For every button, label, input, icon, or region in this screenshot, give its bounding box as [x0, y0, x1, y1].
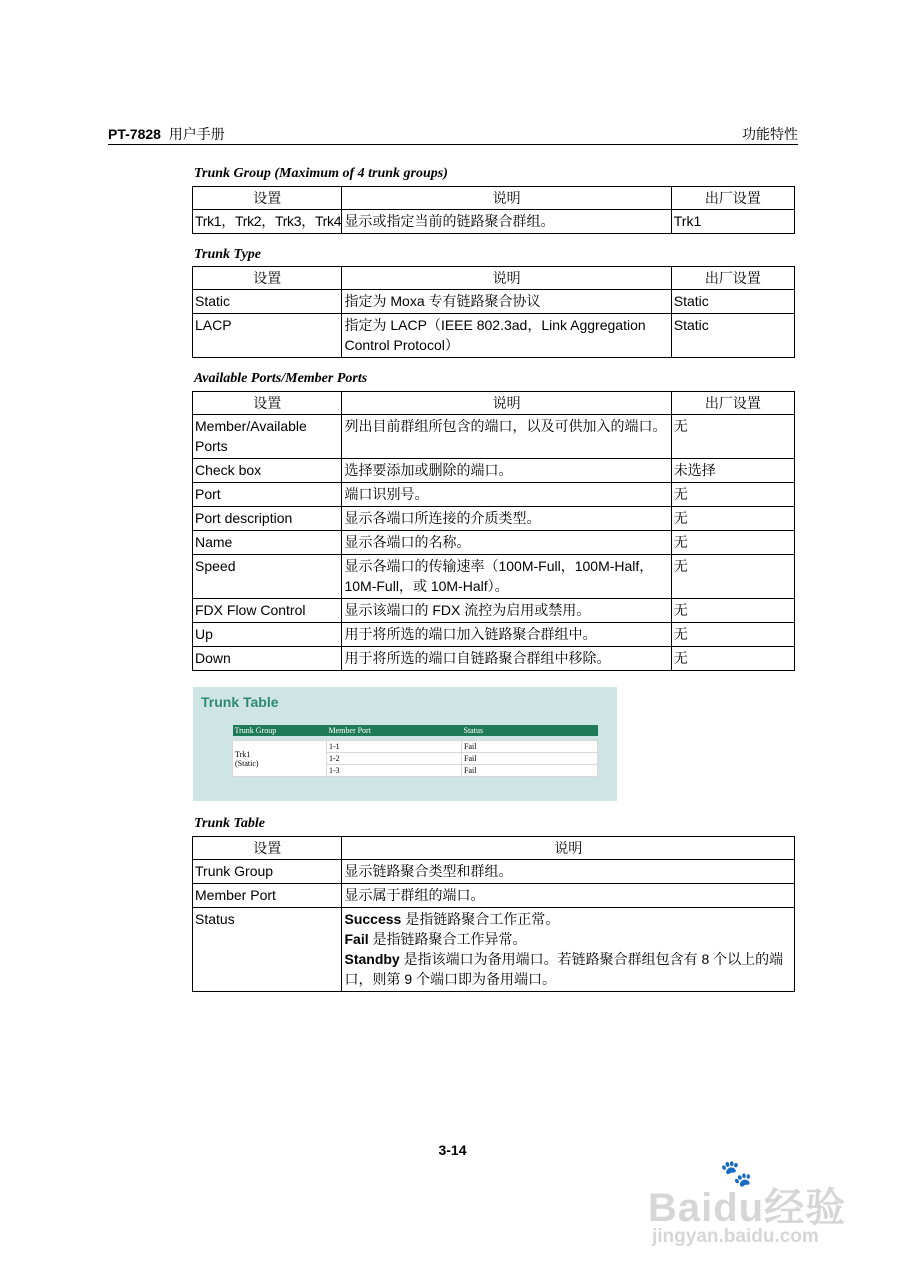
- col-description: 说明: [342, 187, 671, 210]
- member-port-cell: 1-1: [327, 741, 462, 753]
- setting-cell: Member Port: [193, 884, 342, 908]
- default-cell: 未选择: [671, 459, 794, 483]
- default-cell: 无: [671, 483, 794, 507]
- trunk-group-table: [192, 186, 795, 234]
- table-header-row: [193, 267, 795, 290]
- description-cell: 指定为 Moxa 专有链路聚合协议: [342, 290, 671, 314]
- standby-keyword: Standby: [344, 951, 400, 967]
- description-cell: 显示各端口所连接的介质类型。: [342, 507, 671, 531]
- default-cell: 无: [671, 599, 794, 623]
- screenshot-table: [232, 725, 598, 777]
- watermark-url: jingyan.baidu.com: [652, 1226, 819, 1247]
- status-cell: Fail: [462, 765, 598, 777]
- page-number: 3-14: [438, 1142, 467, 1158]
- member-port-cell: 1-2: [327, 753, 462, 765]
- standby-line: [344, 949, 793, 989]
- trunk-table-title: Trunk Table: [194, 816, 265, 831]
- col-default: 出厂设置: [671, 187, 794, 210]
- col-setting: 设置: [193, 392, 342, 415]
- col-setting: 设置: [193, 187, 342, 210]
- setting-cell: Trunk Group: [193, 860, 342, 884]
- standby-text: 是指该端口为备用端口。若链路聚合群组包含有 8 个以上的端口，则第 9 个端口即为备用端口。: [344, 951, 784, 987]
- description-cell: 用于将所选的端口自链路聚合群组中移除。: [342, 647, 671, 671]
- chapter-title: 功能特性: [742, 126, 798, 142]
- success-line: [344, 909, 793, 929]
- setting-cell: Name: [193, 531, 342, 555]
- col-description: 说明: [342, 392, 671, 415]
- setting-cell: Trk1，Trk2，Trk3，Trk4: [193, 210, 342, 234]
- screenshot-group-cell: [233, 741, 327, 777]
- group-type: (Static): [235, 758, 259, 768]
- description-cell: 显示各端口的名称。: [342, 531, 671, 555]
- trunk-group-title: Trunk Group (Maximum of 4 trunk groups): [194, 166, 448, 181]
- col-default: 出厂设置: [671, 267, 794, 290]
- description-cell: 显示各端口的传输速率（100M-Full，100M-Half，10M-Full，或 10M-Half）。: [342, 555, 671, 599]
- trunk-type-table: [192, 266, 795, 358]
- table-row: [193, 290, 795, 314]
- default-cell: 无: [671, 647, 794, 671]
- member-port-cell: 1-3: [327, 765, 462, 777]
- setting-cell: Port: [193, 483, 342, 507]
- description-cell: 指定为 LACP（IEEE 802.3ad，Link Aggregation Control Protocol）: [342, 314, 671, 358]
- setting-cell: Check box: [193, 459, 342, 483]
- col-setting: 设置: [193, 267, 342, 290]
- setting-cell: Member/Available Ports: [193, 415, 342, 459]
- description-cell: 显示或指定当前的链路聚合群组。: [342, 210, 671, 234]
- setting-cell: LACP: [193, 314, 342, 358]
- table-row: [193, 415, 795, 459]
- table-header-row: [193, 392, 795, 415]
- default-cell: Static: [671, 314, 794, 358]
- product-name: PT-7828: [108, 126, 161, 142]
- setting-cell: Speed: [193, 555, 342, 599]
- table-header-row: [193, 187, 795, 210]
- table-row: [193, 531, 795, 555]
- success-keyword: Success: [344, 911, 402, 927]
- screenshot-col-group: Trunk Group: [233, 725, 327, 736]
- page-header: [108, 122, 798, 145]
- screenshot-title: Trunk Table: [201, 694, 279, 710]
- fail-line: [344, 929, 793, 949]
- description-cell: 用于将所选的端口加入链路聚合群组中。: [342, 623, 671, 647]
- col-setting: 设置: [193, 837, 342, 860]
- default-cell: 无: [671, 555, 794, 599]
- default-cell: Static: [671, 290, 794, 314]
- table-row: [193, 555, 795, 599]
- table-row: [193, 599, 795, 623]
- success-text: 是指链路聚合工作正常。: [401, 911, 560, 927]
- setting-cell: Static: [193, 290, 342, 314]
- manual-label: 用户手册: [168, 126, 225, 142]
- description-cell: 显示链路聚合类型和群组。: [342, 860, 795, 884]
- trunk-table-screenshot: [193, 687, 617, 801]
- description-cell: 列出目前群组所包含的端口，以及可供加入的端口。: [342, 415, 671, 459]
- screenshot-col-port: Member Port: [327, 725, 462, 736]
- description-cell: 端口识别号。: [342, 483, 671, 507]
- table-row: [193, 507, 795, 531]
- default-cell: 无: [671, 507, 794, 531]
- ports-title: Available Ports/Member Ports: [194, 371, 368, 386]
- fail-keyword: Fail: [344, 931, 369, 947]
- default-cell: 无: [671, 415, 794, 459]
- description-cell: 选择要添加或删除的端口。: [342, 459, 671, 483]
- table-row: [193, 314, 795, 358]
- default-cell: 无: [671, 531, 794, 555]
- description-cell: 显示该端口的 FDX 流控为启用或禁用。: [342, 599, 671, 623]
- table-row: [193, 647, 795, 671]
- status-cell: Fail: [462, 741, 598, 753]
- setting-cell: Status: [193, 908, 342, 992]
- description-cell: 显示属于群组的端口。: [342, 884, 795, 908]
- screenshot-col-status: Status: [462, 725, 598, 736]
- table-row: [193, 908, 795, 992]
- table-header-row: [193, 837, 795, 860]
- default-cell: Trk1: [671, 210, 794, 234]
- fail-text: 是指链路聚合工作异常。: [368, 931, 527, 947]
- table-row: [193, 483, 795, 507]
- default-cell: 无: [671, 623, 794, 647]
- watermark-brand: Baidu经验: [648, 1186, 847, 1230]
- status-cell: Fail: [462, 753, 598, 765]
- setting-cell: Up: [193, 623, 342, 647]
- baidu-watermark: [648, 1158, 858, 1258]
- screenshot-header-row: [233, 725, 598, 736]
- table-row: [233, 741, 598, 753]
- group-name: Trk1: [235, 749, 251, 759]
- setting-cell: FDX Flow Control: [193, 599, 342, 623]
- paw-icon: 🐾: [720, 1158, 753, 1188]
- col-default: 出厂设置: [671, 392, 794, 415]
- col-description: 说明: [342, 267, 671, 290]
- table-row: [193, 210, 795, 234]
- ports-table: [192, 391, 795, 671]
- setting-cell: Down: [193, 647, 342, 671]
- table-row: [193, 884, 795, 908]
- trunk-table-spec: [192, 836, 795, 992]
- col-description: 说明: [342, 837, 795, 860]
- table-row: [193, 860, 795, 884]
- status-description-cell: [342, 908, 795, 992]
- table-row: [193, 459, 795, 483]
- setting-cell: Port description: [193, 507, 342, 531]
- trunk-type-title: Trunk Type: [194, 247, 262, 262]
- table-row: [193, 623, 795, 647]
